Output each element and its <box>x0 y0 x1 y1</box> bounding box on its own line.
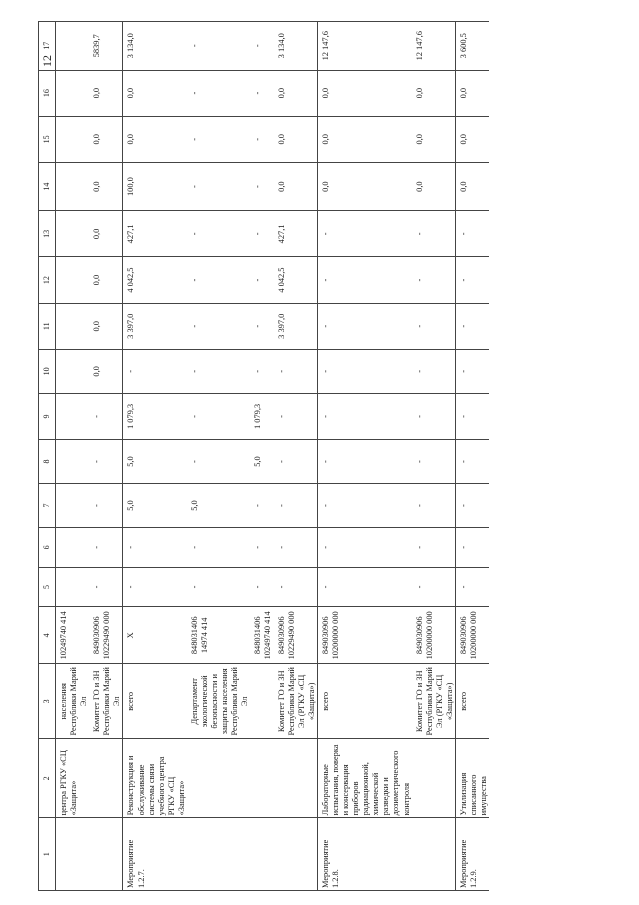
table-cell: населения Республики Марий Эл <box>56 664 90 739</box>
table-cell: - <box>187 70 250 116</box>
table-cell <box>89 739 123 818</box>
column-number: 13 <box>39 211 56 257</box>
table-row <box>250 22 273 891</box>
table-cell: 0,0 <box>317 162 411 210</box>
table-cell: - <box>412 484 456 528</box>
table-cell <box>412 739 456 818</box>
table-cell: Комитет ГО и ЗН Республики Марий Эл (РГКУ «СЦ «Защита») <box>274 664 318 739</box>
column-number: 16 <box>39 70 56 116</box>
table-cell <box>56 528 90 568</box>
table-cell: 0,0 <box>89 70 123 116</box>
table-row <box>317 22 411 891</box>
table-cell: - <box>317 303 411 349</box>
page-number: 12 <box>40 55 54 67</box>
table-cell: - <box>250 22 273 71</box>
column-number: 11 <box>39 303 56 349</box>
table-cell: - <box>250 70 273 116</box>
table-cell: 0,0 <box>274 116 318 162</box>
table-cell: 12 147,6 <box>317 22 411 71</box>
table-cell: - <box>455 567 489 607</box>
table-cell: - <box>317 211 411 257</box>
table-cell: - <box>412 303 456 349</box>
table-cell <box>56 116 90 162</box>
table-cell: - <box>412 393 456 439</box>
table-cell <box>250 818 273 891</box>
table-cell: 3 397,0 <box>123 303 187 349</box>
table-cell <box>56 484 90 528</box>
table-cell: 0,0 <box>274 70 318 116</box>
table-cell: - <box>455 211 489 257</box>
table-cell: 849030906 10229490 000 <box>89 607 123 664</box>
table-cell: 3 134,0 <box>123 22 187 71</box>
table-cell: 0,0 <box>412 116 456 162</box>
column-number: 14 <box>39 162 56 210</box>
table-cell: - <box>274 393 318 439</box>
table-cell: всего <box>455 664 489 739</box>
table-row <box>412 22 456 891</box>
table-cell: Утилизация списанного имущества <box>455 739 489 818</box>
table-cell: - <box>187 393 250 439</box>
table-cell: - <box>274 484 318 528</box>
table-cell: 5,0 <box>123 484 187 528</box>
table-cell: 4 042,5 <box>123 257 187 303</box>
table-cell: 0,0 <box>455 162 489 210</box>
column-number: 1 <box>39 818 56 891</box>
table-cell: - <box>250 349 273 393</box>
table-cell: 849030906 10200000 000 <box>412 607 456 664</box>
table-row <box>123 22 187 891</box>
table-cell: - <box>250 211 273 257</box>
table-cell <box>250 664 273 739</box>
table-cell: - <box>89 528 123 568</box>
table-cell: Реконструкция и обслуживание системы связи учебного центра РГКУ «СЦ «Защита» <box>123 739 187 818</box>
table-cell: 427,1 <box>274 211 318 257</box>
table-cell: 100,0 <box>123 162 187 210</box>
table-cell: - <box>89 393 123 439</box>
table-row <box>274 22 318 891</box>
table-cell: - <box>250 116 273 162</box>
table-cell: 427,1 <box>123 211 187 257</box>
table-cell: - <box>187 528 250 568</box>
table-cell: - <box>187 211 250 257</box>
table-cell: - <box>274 349 318 393</box>
table-cell: 0,0 <box>317 116 411 162</box>
table-cell: - <box>250 303 273 349</box>
table-cell: - <box>89 484 123 528</box>
table-cell <box>89 818 123 891</box>
table-cell: - <box>317 528 411 568</box>
table-cell <box>56 257 90 303</box>
table-cell: - <box>412 528 456 568</box>
table-cell: 1 079,3 <box>250 393 273 439</box>
table-cell: 5,0 <box>250 440 273 484</box>
table-cell: - <box>123 349 187 393</box>
table-cell: - <box>317 440 411 484</box>
table-cell: 0,0 <box>89 257 123 303</box>
table-cell: - <box>455 257 489 303</box>
table-cell: - <box>123 567 187 607</box>
table-cell <box>274 739 318 818</box>
table-cell: 849030906 10200000 000 <box>455 607 489 664</box>
table-cell: центра РГКУ «СЦ «Защита» <box>56 739 90 818</box>
table-cell <box>56 393 90 439</box>
table-cell: Мероприятие 1.2.8. <box>317 818 411 891</box>
table-body <box>56 22 490 891</box>
column-number: 7 <box>39 484 56 528</box>
table-cell: - <box>187 257 250 303</box>
table-cell: - <box>412 349 456 393</box>
table-cell: Лабораторные испытания, поверка и консервация приборов радиационной, химической разведки и дозиметрического контроля <box>317 739 411 818</box>
table-cell: - <box>123 528 187 568</box>
table-cell: - <box>274 567 318 607</box>
table-cell: 849030906 10200000 000 <box>317 607 411 664</box>
table-row <box>455 22 489 891</box>
table-row <box>56 22 90 891</box>
table-cell: - <box>274 440 318 484</box>
table-cell: 0,0 <box>455 116 489 162</box>
column-number: 8 <box>39 440 56 484</box>
table-cell: 3 397,0 <box>274 303 318 349</box>
table-cell: - <box>250 484 273 528</box>
table-cell: 5,0 <box>187 484 250 528</box>
table-cell: - <box>317 393 411 439</box>
table-cell: 1 079,3 <box>123 393 187 439</box>
table-cell: - <box>455 484 489 528</box>
budget-table <box>38 21 489 891</box>
table-cell: - <box>317 484 411 528</box>
table-cell <box>56 818 90 891</box>
table-cell <box>56 162 90 210</box>
table-cell: - <box>317 567 411 607</box>
table-cell: 0,0 <box>412 162 456 210</box>
table-cell: 0,0 <box>89 303 123 349</box>
table-cell: - <box>317 257 411 303</box>
column-number: 6 <box>39 528 56 568</box>
table-cell: - <box>187 440 250 484</box>
table-cell: - <box>455 303 489 349</box>
column-number-row <box>39 22 56 891</box>
table-cell: 848031406 10249740 414 <box>250 607 273 664</box>
table-cell: - <box>455 440 489 484</box>
column-number: 2 <box>39 739 56 818</box>
table-cell: - <box>187 22 250 71</box>
column-number: 4 <box>39 607 56 664</box>
table-cell: всего <box>123 664 187 739</box>
table-cell: 0,0 <box>317 70 411 116</box>
table-cell <box>187 818 250 891</box>
table-cell <box>250 739 273 818</box>
column-number: 17 <box>39 22 56 71</box>
column-number: 3 <box>39 664 56 739</box>
table-cell: Мероприятие 1.2.7. <box>123 818 187 891</box>
table-cell: Комитет ГО и ЗН Республики Марий Эл (РГКУ «СЦ «Защита») <box>412 664 456 739</box>
table-cell: 0,0 <box>89 162 123 210</box>
table-cell: - <box>250 528 273 568</box>
table-cell <box>56 440 90 484</box>
column-number: 10 <box>39 349 56 393</box>
table-cell: 0,0 <box>89 349 123 393</box>
table-cell: 0,0 <box>123 116 187 162</box>
table-cell <box>56 349 90 393</box>
table-cell: - <box>187 567 250 607</box>
table-cell <box>56 22 90 71</box>
table-cell: Департамент экологической безопасности и защиты населения Республики Марий Эл <box>187 664 250 739</box>
table-cell: 0,0 <box>274 162 318 210</box>
table-cell: 5,0 <box>123 440 187 484</box>
table-cell: - <box>455 393 489 439</box>
table-cell <box>412 818 456 891</box>
table-cell: - <box>187 303 250 349</box>
table-cell: 0,0 <box>89 211 123 257</box>
table-cell: 0,0 <box>123 70 187 116</box>
table-cell <box>274 818 318 891</box>
table-cell: Мероприятие 1.2.9. <box>455 818 489 891</box>
table-cell: - <box>187 349 250 393</box>
table-cell: - <box>455 349 489 393</box>
table-cell: 848031406 14974 414 <box>187 607 250 664</box>
table-cell: 4 042,5 <box>274 257 318 303</box>
table-cell: - <box>187 116 250 162</box>
table-cell: 10249740 414 <box>56 607 90 664</box>
table-cell: Комитет ГО и ЗН Республики Марий Эл <box>89 664 123 739</box>
table-cell: - <box>412 211 456 257</box>
table-cell: всего <box>317 664 411 739</box>
table-cell: 12 147,6 <box>412 22 456 71</box>
table-cell: 0,0 <box>455 70 489 116</box>
table-cell: 0,0 <box>89 116 123 162</box>
table-row <box>187 22 250 891</box>
table-row <box>89 22 123 891</box>
table-cell <box>56 70 90 116</box>
table-cell: - <box>274 528 318 568</box>
table-cell: 0,0 <box>412 70 456 116</box>
table-cell: - <box>89 567 123 607</box>
column-number: 12 <box>39 257 56 303</box>
table-cell: 849030906 10229490 000 <box>274 607 318 664</box>
table-cell: - <box>317 349 411 393</box>
table-cell <box>56 567 90 607</box>
table-cell: - <box>455 528 489 568</box>
table-cell: - <box>89 440 123 484</box>
table-cell: - <box>412 440 456 484</box>
table-cell <box>56 211 90 257</box>
table-cell: 3 134,0 <box>274 22 318 71</box>
table-cell: - <box>250 162 273 210</box>
table-cell <box>56 303 90 349</box>
table-cell: X <box>123 607 187 664</box>
column-number: 9 <box>39 393 56 439</box>
table-cell: - <box>250 257 273 303</box>
table-cell: - <box>187 162 250 210</box>
column-number: 5 <box>39 567 56 607</box>
table-cell: - <box>250 567 273 607</box>
column-number: 15 <box>39 116 56 162</box>
table-cell <box>187 739 250 818</box>
table-cell: 5839,7 <box>89 22 123 71</box>
table-cell: - <box>412 257 456 303</box>
table-cell: 3 600,5 <box>455 22 489 71</box>
table-cell: - <box>412 567 456 607</box>
